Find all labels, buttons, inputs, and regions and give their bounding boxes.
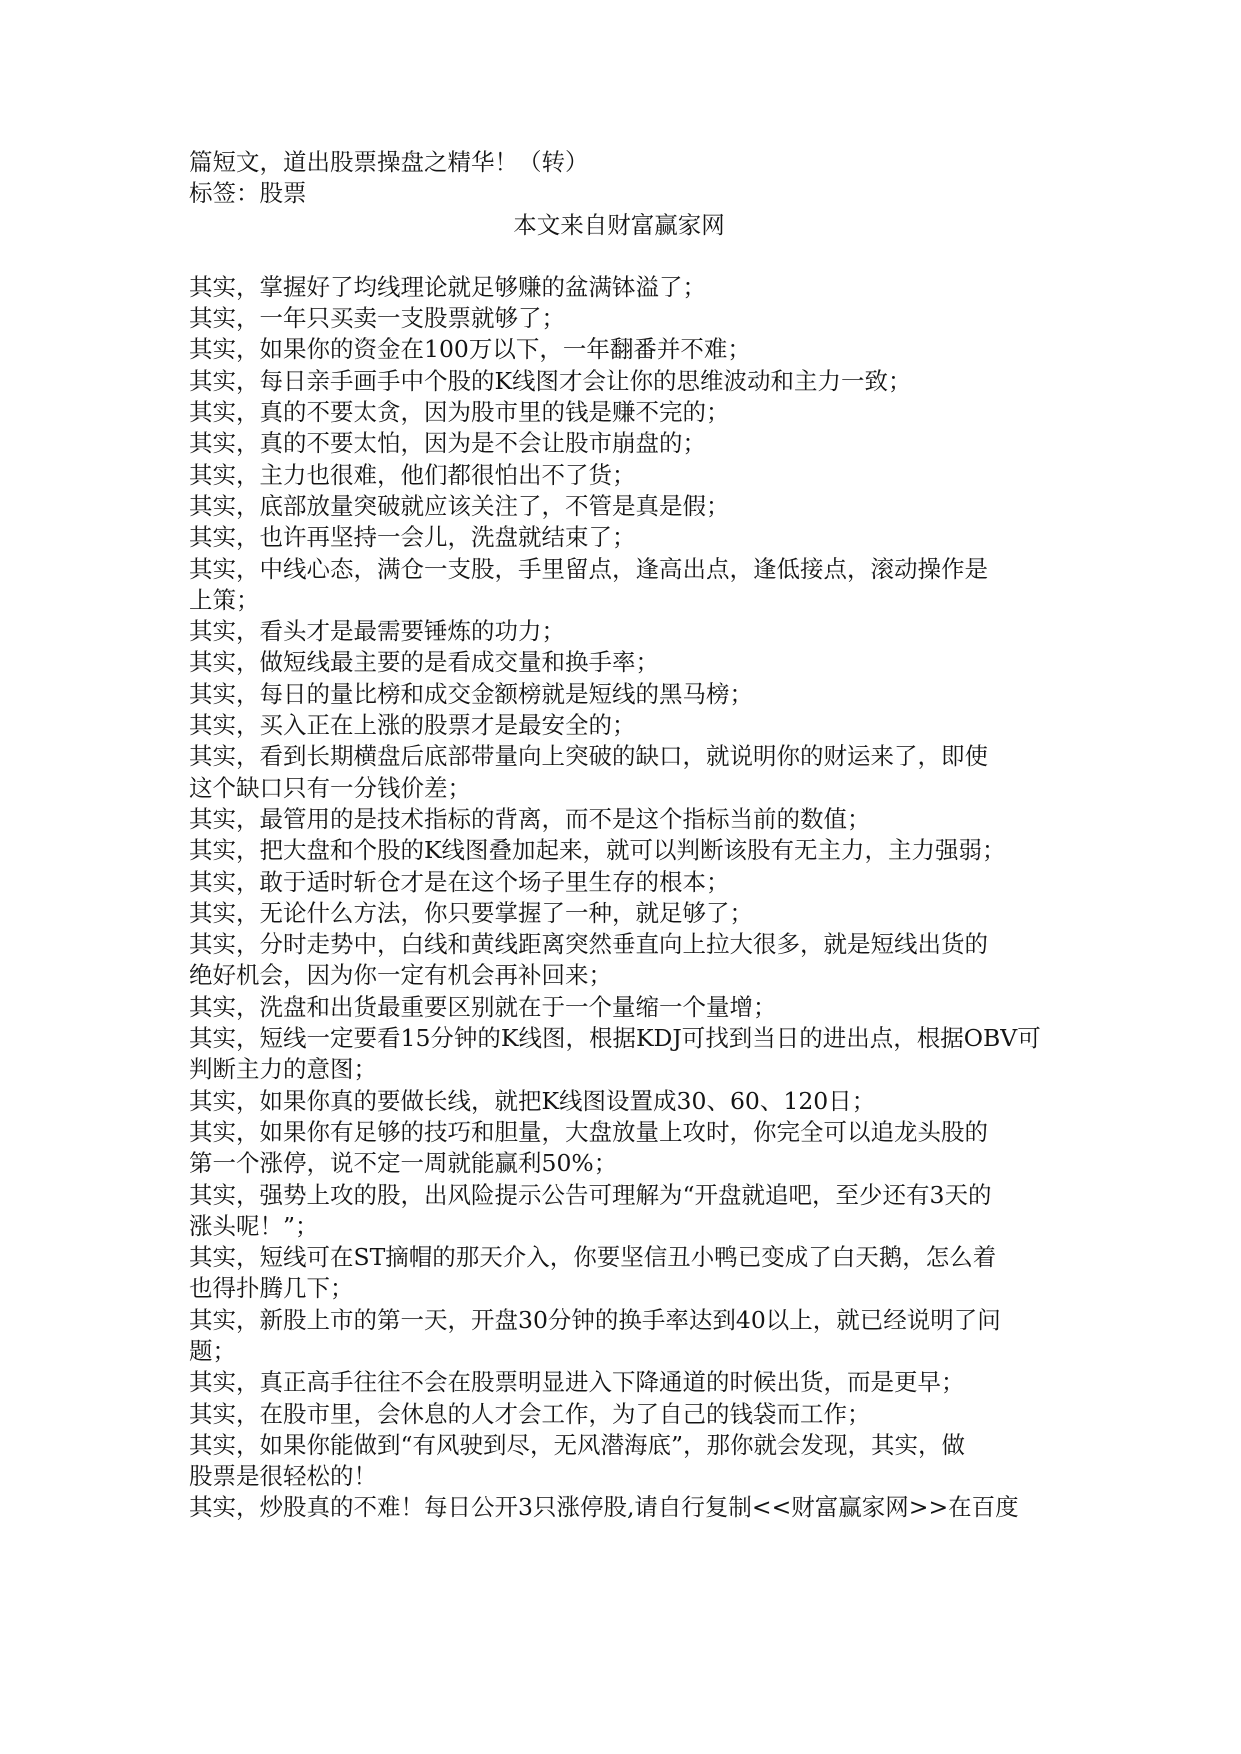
body-line: 其实，无论什么方法，你只要掌握了一种，就足够了； (189, 898, 753, 927)
body-line: 其实，最管用的是技术指标的背离，而不是这个指标当前的数值； (189, 804, 871, 833)
body-line: 这个缺口只有一分钱价差； (189, 773, 471, 802)
body-line: 其实，一年只买卖一支股票就够了； (189, 304, 565, 333)
body-line: 也得扑腾几下； (189, 1274, 354, 1303)
body-line: 其实，如果你的资金在100万以下，一年翻番并不难； (189, 335, 751, 364)
body-line: 其实，敢于适时斩仓才是在这个场子里生存的根本； (189, 867, 730, 896)
document-title: 篇短文，道出股票操盘之精华！（转） (189, 148, 589, 176)
body-line: 其实，在股市里，会休息的人才会工作，为了自己的钱袋而工作； (189, 1399, 871, 1428)
body-line: 其实，把大盘和个股的K线图叠加起来，就可以判断该股有无主力，主力强弱； (189, 836, 1006, 865)
body-line: 其实，如果你能做到“有风驶到尽，无风潜海底”，那你就会发现，其实，做 (189, 1430, 966, 1459)
body-line: 其实，强势上攻的股，出风险提示公告可理解为“开盘就追吧，至少还有3天的 (189, 1180, 992, 1209)
body-line: 其实，真正高手往往不会在股票明显进入下降通道的时候出货，而是更早； (189, 1368, 965, 1397)
body-line: 其实，每日亲手画手中个股的K线图才会让你的思维波动和主力一致； (189, 366, 912, 395)
body-line: 其实，也许再坚持一会儿，洗盘就结束了； (189, 523, 636, 552)
body-line: 股票是很轻松的！ (189, 1462, 377, 1491)
body-line: 第一个涨停，说不定一周就能赢利50%； (189, 1149, 618, 1178)
body-line: 其实，看头才是最需要锤炼的功力； (189, 617, 565, 646)
body-line: 其实，底部放量突破就应该关注了，不管是真是假； (189, 491, 730, 520)
body-line: 其实，如果你有足够的技巧和胆量，大盘放量上攻时，你完全可以追龙头股的 (189, 1117, 988, 1146)
document-body (189, 272, 1049, 1524)
document-source: 本文来自财富赢家网 (513, 210, 725, 239)
body-line: 其实，洗盘和出货最重要区别就在于一个量缩一个量增； (189, 992, 777, 1021)
body-line: 其实，真的不要太贪，因为股市里的钱是赚不完的； (189, 398, 730, 427)
body-line: 其实，真的不要太怕，因为是不会让股市崩盘的； (189, 429, 706, 458)
body-line: 其实，短线一定要看15分钟的K线图，根据KDJ可找到当日的进出点，根据OBV可 (189, 1024, 1041, 1053)
body-line: 其实，新股上市的第一天，开盘30分钟的换手率达到40以上，就已经说明了问 (189, 1305, 1001, 1334)
document-tags: 标签：股票 (189, 179, 307, 208)
body-line: 其实，买入正在上涨的股票才是最安全的； (189, 711, 636, 740)
body-line: 其实，中线心态，满仓一支股，手里留点，逢高出点，逢低接点，滚动操作是 (189, 554, 988, 583)
body-line: 绝好机会，因为你一定有机会再补回来； (189, 961, 612, 990)
body-line: 其实，掌握好了均线理论就足够赚的盆满钵溢了； (189, 272, 706, 301)
body-line: 其实，分时走势中，白线和黄线距离突然垂直向上拉大很多，就是短线出货的 (189, 930, 988, 959)
body-line: 题； (189, 1336, 236, 1365)
body-line: 其实，炒股真的不难！每日公开3只涨停股,请自行复制<<财富赢家网>>在百度 (189, 1493, 1019, 1522)
body-line: 上策； (189, 585, 260, 614)
body-line: 涨头呢！”； (189, 1211, 319, 1240)
body-line: 其实，如果你真的要做长线，就把K线图设置成30、60、120日； (189, 1086, 876, 1115)
body-line: 其实，看到长期横盘后底部带量向上突破的缺口，就说明你的财运来了，即使 (189, 742, 988, 771)
body-line: 其实，短线可在ST摘帽的那天介入，你要坚信丑小鸭已变成了白天鹅，怎么着 (189, 1243, 997, 1272)
document-page (189, 147, 1049, 1524)
body-line: 其实，主力也很难，他们都很怕出不了货； (189, 460, 636, 489)
body-line: 其实，每日的量比榜和成交金额榜就是短线的黑马榜； (189, 679, 753, 708)
body-line: 判断主力的意图； (189, 1055, 377, 1084)
body-line: 其实，做短线最主要的是看成交量和换手率； (189, 648, 659, 677)
